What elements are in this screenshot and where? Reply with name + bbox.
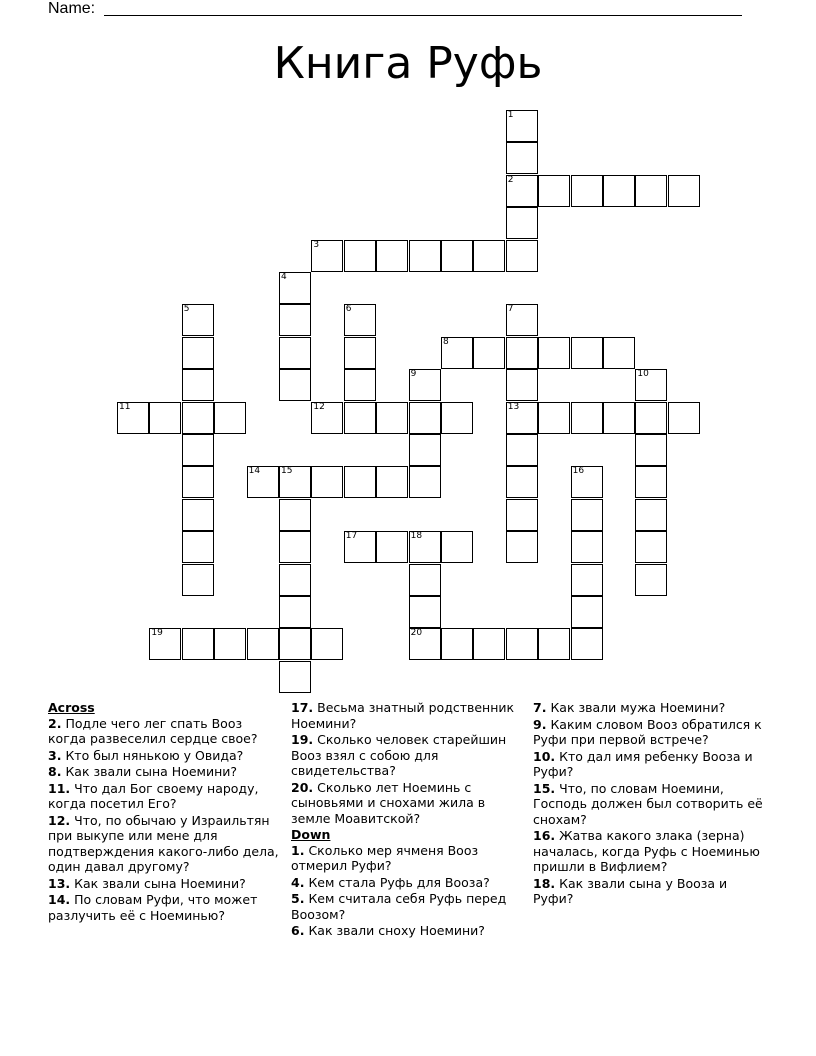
grid-cell[interactable] [182, 499, 214, 531]
grid-cell[interactable] [344, 402, 376, 434]
clues-column-1 [48, 700, 280, 924]
grid-cell[interactable] [214, 628, 246, 660]
grid-cell[interactable] [571, 402, 603, 434]
grid-cell[interactable] [441, 531, 473, 563]
clues-column-3 [533, 700, 765, 908]
clue-number: 16 [572, 466, 585, 477]
clue-number: 12 [313, 401, 325, 412]
clue-number: 15 [281, 466, 293, 477]
grid-cell[interactable] [376, 402, 408, 434]
grid-cell[interactable] [311, 628, 343, 660]
grid-cell[interactable] [635, 434, 667, 466]
clue-down-16: 16. Жатва какого злака (зерна) началась, когда Руфь с Ноеминью пришли в Вифлием? [533, 828, 760, 874]
grid-cell[interactable] [506, 434, 538, 466]
grid-cell[interactable] [506, 499, 538, 531]
grid-cell[interactable] [182, 531, 214, 563]
grid-cell[interactable] [182, 337, 214, 369]
grid-cell[interactable] [344, 304, 376, 336]
grid-cell[interactable] [506, 369, 538, 401]
clue-across-17: 17. Весьма знатный родственник Ноемини? [291, 700, 515, 731]
grid-cell[interactable] [571, 499, 603, 531]
grid-cell[interactable] [441, 402, 473, 434]
grid-cell[interactable] [635, 175, 667, 207]
grid-cell[interactable] [441, 240, 473, 272]
grid-cell[interactable] [149, 402, 181, 434]
grid-cell[interactable] [635, 531, 667, 563]
grid-cell[interactable] [635, 564, 667, 596]
grid-cell[interactable] [344, 337, 376, 369]
grid-cell[interactable] [409, 564, 441, 596]
grid-cell[interactable] [571, 531, 603, 563]
grid-cell[interactable] [311, 240, 343, 272]
grid-cell[interactable] [571, 466, 603, 498]
clue-number: 9 [410, 369, 417, 380]
grid-cell[interactable] [182, 628, 214, 660]
grid-cell[interactable] [279, 272, 311, 304]
grid-cell[interactable] [668, 175, 700, 207]
grid-cell[interactable] [409, 628, 441, 660]
grid-cell[interactable] [506, 531, 538, 563]
grid-cell[interactable] [247, 466, 279, 498]
grid-cell[interactable] [344, 369, 376, 401]
clue-across-12: 12. Что, по обычаю у Израильтян при выкупе или мене для подтверждения какого-либо дела, один давал другому? [48, 812, 279, 874]
grid-cell[interactable] [182, 369, 214, 401]
grid-cell[interactable] [441, 337, 473, 369]
grid-cell[interactable] [571, 175, 603, 207]
grid-cell[interactable] [603, 402, 635, 434]
grid-cell[interactable] [279, 661, 311, 693]
grid-cell[interactable] [279, 369, 311, 401]
grid-cell[interactable] [376, 531, 408, 563]
grid-cell[interactable] [344, 466, 376, 498]
grid-cell[interactable] [473, 337, 505, 369]
grid-cell[interactable] [214, 402, 246, 434]
grid-cell[interactable] [182, 434, 214, 466]
clue-number: 3 [313, 239, 320, 250]
grid-cell[interactable] [506, 337, 538, 369]
grid-cell[interactable] [279, 628, 311, 660]
name-label: Name: [48, 0, 96, 17]
clue-across-8: 8. Как звали сына Ноемини? [48, 764, 238, 779]
clue-number: 6 [345, 304, 352, 315]
clue-down-5: 5. Кем считала себя Руфь перед Воозом? [291, 891, 507, 922]
grid-cell[interactable] [506, 207, 538, 239]
grid-cell[interactable] [409, 240, 441, 272]
clue-down-7: 7. Как звали мужа Ноемини? [533, 700, 726, 715]
clue-down-15: 15. Что, по словам Ноемини, Господь должен был сотворить её снохам? [533, 780, 763, 827]
grid-cell[interactable] [182, 466, 214, 498]
grid-cell[interactable] [409, 596, 441, 628]
grid-cell[interactable] [506, 142, 538, 174]
clue-number: 5 [183, 304, 190, 315]
clue-down-9: 9. Каким словом Вооз обратился к Руфи при первой встрече? [533, 716, 762, 747]
grid-cell[interactable] [376, 466, 408, 498]
grid-cell[interactable] [635, 402, 667, 434]
grid-cell[interactable] [538, 175, 570, 207]
grid-cell[interactable] [506, 110, 538, 142]
grid-cell[interactable] [603, 337, 635, 369]
grid-cell[interactable] [247, 628, 279, 660]
grid-cell[interactable] [409, 531, 441, 563]
grid-cell[interactable] [409, 402, 441, 434]
grid-cell[interactable] [376, 240, 408, 272]
grid-cell[interactable] [311, 466, 343, 498]
grid-cell[interactable] [279, 596, 311, 628]
grid-cell[interactable] [538, 402, 570, 434]
clue-number: 8 [443, 336, 449, 347]
grid-cell[interactable] [409, 369, 441, 401]
grid-cell[interactable] [538, 628, 570, 660]
clue-down-4: 4. Кем стала Руфь для Вооза? [291, 874, 490, 890]
clues-column-2 [291, 700, 519, 940]
clue-down-1: 1. Сколько мер ячменя Вооз отмерил Руфи? [291, 842, 479, 873]
clue-across-11: 11. Что дал Бог своему народу, когда посетил Его? [48, 780, 259, 811]
across-header: Across [48, 700, 95, 715]
grid-cell[interactable] [149, 628, 181, 660]
grid-cell[interactable] [279, 564, 311, 596]
grid-cell[interactable] [311, 402, 343, 434]
clue-down-10: 10. Кто дал имя ребенку Вооза и Руфи? [533, 748, 753, 779]
grid-cell[interactable] [409, 466, 441, 498]
grid-cell[interactable] [506, 466, 538, 498]
grid-cell[interactable] [506, 628, 538, 660]
down-header: Down [291, 827, 331, 842]
grid-cell[interactable] [279, 466, 311, 498]
clue-across-19: 19. Сколько человек старейшин Вооз взял с собою для свидетельства? [291, 732, 507, 778]
grid-cell[interactable] [279, 499, 311, 531]
clue-number: 18 [410, 531, 423, 542]
clue-down-18: 18. Как звали сына у Вооза и Руфи? [533, 875, 728, 906]
page-title: Книга Руфь [273, 38, 543, 89]
grid-cell[interactable] [279, 337, 311, 369]
clue-number: 20 [410, 628, 423, 639]
grid-cell[interactable] [344, 531, 376, 563]
grid-cell[interactable] [506, 175, 538, 207]
clue-down-6: 6. Как звали сноху Ноемини? [291, 923, 485, 938]
clue-number: 14 [248, 466, 261, 477]
clue-across-20: 20. Сколько лет Ноеминь с сыновьями и снохами жила в земле Моавитской? [291, 779, 486, 826]
grid-cell[interactable] [473, 628, 505, 660]
grid-cell[interactable] [473, 240, 505, 272]
clue-across-14: 14. По словам Руфи, что может разлучить её с Ноеминью? [48, 892, 258, 923]
grid-cell[interactable] [182, 402, 214, 434]
grid-cell[interactable] [409, 434, 441, 466]
clue-across-3: 3. Кто был нянькою у Овида? [48, 747, 244, 763]
grid-cell[interactable] [635, 499, 667, 531]
grid-cell[interactable] [506, 240, 538, 272]
grid-cell[interactable] [571, 596, 603, 628]
clue-number: 11 [119, 401, 131, 412]
clue-number: 13 [507, 401, 520, 412]
grid-cell[interactable] [571, 628, 603, 660]
grid-cell[interactable] [182, 304, 214, 336]
clue-number: 4 [281, 272, 287, 282]
clue-number: 19 [151, 628, 163, 639]
grid-cell[interactable] [506, 304, 538, 336]
grid-cell[interactable] [668, 402, 700, 434]
clue-number: 7 [507, 304, 514, 315]
clue-number: 10 [637, 369, 649, 380]
grid-cell[interactable] [571, 337, 603, 369]
clue-number: 1 [507, 110, 514, 120]
grid-cell[interactable] [279, 304, 311, 336]
grid-cell[interactable] [571, 564, 603, 596]
grid-cell[interactable] [182, 564, 214, 596]
grid-cell[interactable] [441, 628, 473, 660]
clue-number: 17 [345, 531, 358, 542]
grid-cell[interactable] [117, 402, 149, 434]
grid-cell[interactable] [279, 531, 311, 563]
clue-across-2: 2. Подле чего лег спать Вооз когда развеселил сердце свое? [48, 715, 258, 746]
grid-cell[interactable] [538, 337, 570, 369]
grid-cell[interactable] [344, 240, 376, 272]
clue-number: 2 [507, 174, 514, 185]
grid-cell[interactable] [603, 175, 635, 207]
grid-cell[interactable] [506, 402, 538, 434]
clue-across-13: 13. Как звали сына Ноемини? [48, 875, 246, 891]
grid-cell[interactable] [635, 466, 667, 498]
grid-cell[interactable] [635, 369, 667, 401]
